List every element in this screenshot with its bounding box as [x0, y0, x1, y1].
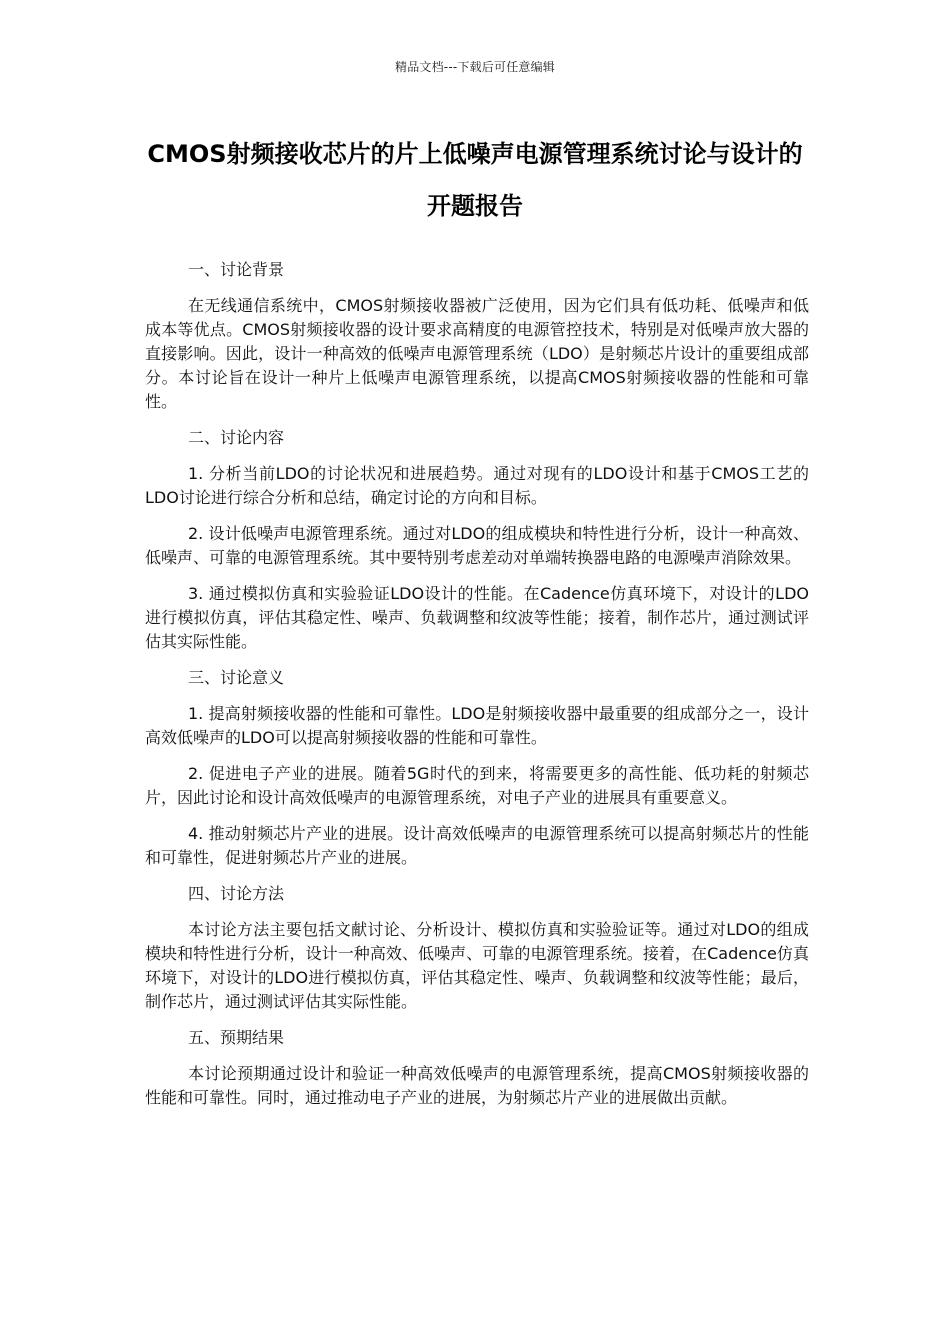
section-content: [145, 426, 809, 654]
section-method: [145, 882, 809, 1014]
section-heading: 二、讨论内容: [188, 428, 285, 447]
paragraph: 在无线通信系统中，CMOS射频接收器被广泛使用，因为它们具有低功耗、低噪声和低成本等优点。CMOS射频接收器的设计要求高精度的电源管控技术，特别是对低噪声放大器的直接影响。因此，设计一种高效的低噪声电源管理系统（LDO）是射频芯片设计的重要组成部分。本讨论旨在设计一种片上低噪声电源管理系统，以提高CMOS射频接收器的性能和可靠性。: [145, 296, 809, 411]
paragraph: 1. 分析当前LDO的讨论状况和进展趋势。通过对现有的LDO设计和基于CMOS工艺的LDO讨论进行综合分析和总结，确定讨论的方向和目标。: [145, 464, 809, 507]
section-heading: 一、讨论背景: [188, 260, 285, 279]
paragraph: 2. 设计低噪声电源管理系统。通过对LDO的组成模块和特性进行分析，设计一种高效、低噪声、可靠的电源管理系统。其中要特别考虑差动对单端转换器电路的电源噪声消除效果。: [145, 524, 809, 567]
paragraph: 3. 通过模拟仿真和实验验证LDO设计的性能。在Cadence仿真环境下，对设计的LDO进行模拟仿真，评估其稳定性、噪声、负载调整和纹波等性能；接着，制作芯片，通过测试评估其实际性能。: [145, 584, 809, 651]
section-expected-results: [145, 1026, 809, 1110]
section-background: [145, 258, 809, 414]
header-note: 精品文档---下载后可任意编辑: [395, 60, 555, 74]
paragraph: 4. 推动射频芯片产业的进展。设计高效低噪声的电源管理系统可以提高射频芯片的性能和可靠性，促进射频芯片产业的进展。: [145, 824, 809, 867]
section-heading: 五、预期结果: [188, 1028, 285, 1047]
paragraph: 本讨论方法主要包括文献讨论、分析设计、模拟仿真和实验验证等。通过对LDO的组成模块和特性进行分析，设计一种高效、低噪声、可靠的电源管理系统。接着，在Cadence仿真环境下，对设计的LDO进行模拟仿真，评估其稳定性、噪声、负载调整和纹波等性能；最后，制作芯片，通过测试评估其实际性能。: [145, 920, 809, 1011]
section-significance: [145, 666, 809, 870]
section-heading: 三、讨论意义: [188, 668, 285, 687]
document-body: [145, 258, 809, 1122]
section-heading: 四、讨论方法: [188, 884, 285, 903]
paragraph: 本讨论预期通过设计和验证一种高效低噪声的电源管理系统，提高CMOS射频接收器的性能和可靠性。同时，通过推动电子产业的进展，为射频芯片产业的进展做出贡献。: [145, 1064, 809, 1107]
paragraph: 1. 提高射频接收器的性能和可靠性。LDO是射频接收器中最重要的组成部分之一，设计高效低噪声的LDO可以提高射频接收器的性能和可靠性。: [145, 704, 809, 747]
document-title: CMOS射频接收芯片的片上低噪声电源管理系统讨论与设计的开题报告: [147, 140, 803, 220]
paragraph: 2. 促进电子产业的进展。随着5G时代的到来，将需要更多的高性能、低功耗的射频芯片，因此讨论和设计高效低噪声的电源管理系统，对电子产业的进展具有重要意义。: [145, 764, 809, 807]
